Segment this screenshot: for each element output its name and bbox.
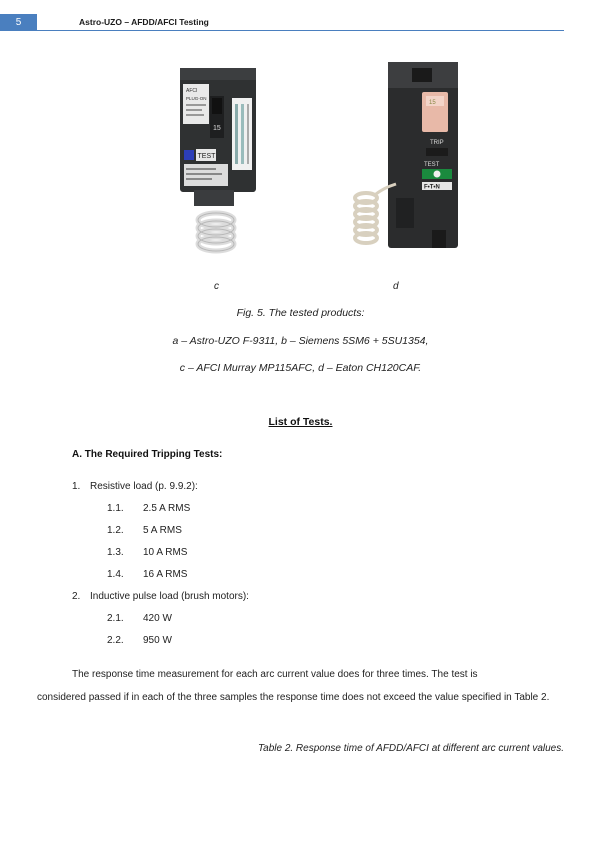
sub-item-number: 1.1. bbox=[107, 503, 124, 514]
figure-label-d: d bbox=[393, 281, 399, 292]
figure-caption-line-ab: a – Astro-UZO F-9311, b – Siemens 5SM6 + 5SU1354, bbox=[172, 335, 429, 347]
sub-item-1-1 bbox=[107, 503, 190, 514]
sub-item-number: 1.4. bbox=[107, 569, 124, 580]
paragraph-line-1: The response time measurement for each arc current value does for three times. The test is bbox=[72, 669, 478, 680]
breaker-d-test-label: TEST bbox=[424, 162, 440, 168]
list-of-tests-title: List of Tests. bbox=[268, 416, 333, 428]
sub-item-number: 2.1. bbox=[107, 613, 124, 624]
sub-item-text: 420 W bbox=[143, 613, 172, 624]
sub-item-1-2 bbox=[107, 525, 182, 536]
page-number: 5 bbox=[15, 17, 22, 28]
sub-item-text: 950 W bbox=[143, 635, 172, 646]
sub-item-number: 1.3. bbox=[107, 547, 124, 558]
list-item-number: 2. bbox=[72, 591, 81, 602]
breaker-photo-d bbox=[340, 58, 470, 258]
breaker-c-rating: 15 bbox=[213, 125, 221, 132]
breaker-c-test-label: TEST bbox=[197, 153, 216, 160]
table-caption: Table 2. Response time of AFDD/AFCI at different arc current values. bbox=[257, 743, 564, 754]
section-a-heading: A. The Required Tripping Tests: bbox=[72, 449, 223, 460]
breaker-photo-c bbox=[174, 60, 264, 260]
paragraph-rest: considered passed if in each of the three samples the response time does not exceed the value specified in Table 2. bbox=[37, 692, 550, 703]
sub-item-1-4 bbox=[107, 569, 187, 580]
header-title: Astro-UZO – AFDD/AFCI Testing bbox=[79, 17, 209, 27]
list-item-text: Resistive load (p. 9.9.2): bbox=[90, 481, 198, 492]
header-divider bbox=[37, 30, 564, 31]
sub-item-text: 2.5 A RMS bbox=[143, 503, 191, 514]
sub-item-number: 2.2. bbox=[107, 635, 124, 646]
figure-caption-line-cd: c – AFCI Murray MP115AFC, d – Eaton CH120CAF. bbox=[179, 362, 422, 374]
figure-label-c: c bbox=[214, 281, 219, 292]
breaker-d-brand: F•T•N bbox=[424, 184, 440, 191]
figure-caption-title: Fig. 5. The tested products: bbox=[236, 307, 365, 319]
body-paragraph bbox=[37, 663, 564, 709]
sub-item-number: 1.2. bbox=[107, 525, 124, 536]
breaker-c-tag2: PLUG-ON bbox=[186, 96, 207, 101]
sub-item-2-2 bbox=[107, 635, 172, 646]
breaker-d-trip-label: TRIP bbox=[430, 140, 444, 146]
sub-item-text: 5 A RMS bbox=[143, 525, 182, 536]
list-item-text: Inductive pulse load (brush motors): bbox=[90, 591, 249, 602]
sub-item-text: 16 A RMS bbox=[143, 569, 188, 580]
list-item-2 bbox=[72, 591, 249, 602]
sub-item-text: 10 A RMS bbox=[143, 547, 188, 558]
sub-item-1-3 bbox=[107, 547, 187, 558]
list-item-number: 1. bbox=[72, 481, 81, 492]
sub-item-2-1 bbox=[107, 613, 172, 624]
list-item-1 bbox=[72, 481, 198, 492]
breaker-d-handle-label: 15 bbox=[429, 100, 436, 106]
breaker-c-tag1: AFCI bbox=[186, 88, 198, 94]
